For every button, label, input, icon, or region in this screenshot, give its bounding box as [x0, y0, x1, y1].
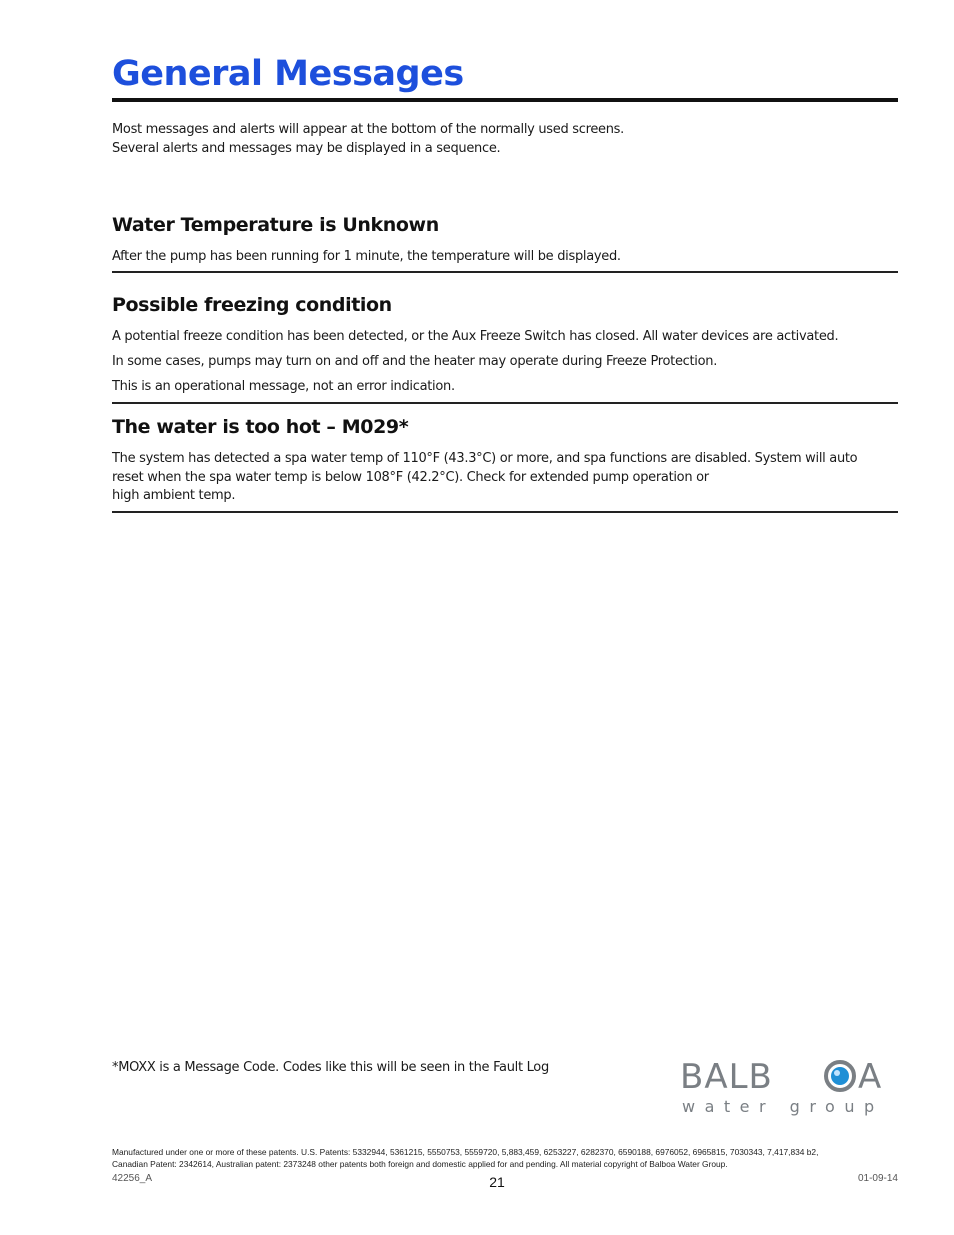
logo-brand-text: BALB [680, 1057, 773, 1097]
document-id: 42256_A [112, 1173, 153, 1184]
patent-notice [112, 1146, 892, 1170]
page-number: 21 [489, 1174, 505, 1190]
patent-line-1: Manufactured under one or more of these patents. U.S. Patents: 5332944, 5361215, 5550753, 5559720, 5,883,459, 6253227, 6282370, 6590188, 6976052, 6965815, 7030343, 7,417,834 b2, [112, 1147, 819, 1157]
section-heading-freezing-condition: Possible freezing condition [112, 294, 392, 316]
section-text: After the pump has been running for 1 minute, the temperature will be displayed. [112, 249, 621, 264]
section-text: In some cases, pumps may turn on and off and the heater may operate during Freeze Protection. [112, 354, 718, 369]
section-divider [112, 402, 898, 404]
logo-brand-text-end: A [858, 1057, 882, 1097]
logo-tagline: water group [682, 1097, 884, 1116]
section-text: A potential freeze condition has been detected, or the Aux Freeze Switch has closed. All water devices are activated. [112, 329, 839, 344]
section-heading-water-too-hot: The water is too hot – M029* [112, 416, 409, 438]
section-divider [112, 271, 898, 273]
message-code-footnote: *MOXX is a Message Code. Codes like this will be seen in the Fault Log [112, 1060, 549, 1075]
page-title: General Messages [112, 54, 464, 94]
intro-line-2: Several alerts and messages may be displayed in a sequence. [112, 141, 501, 156]
logo-water-drop-icon [826, 1062, 854, 1090]
section-text: high ambient temp. [112, 488, 236, 503]
balboa-logo [680, 1054, 900, 1118]
intro-line-1: Most messages and alerts will appear at the bottom of the normally used screens. [112, 122, 624, 137]
patent-line-2: Canadian Patent: 2342614, Australian patent: 2373248 other patents both foreign and domestic applied for and pending. All material copyright of Balboa Water Group. [112, 1159, 728, 1169]
section-heading-water-temp-unknown: Water Temperature is Unknown [112, 214, 439, 236]
section-divider [112, 511, 898, 513]
section-text: This is an operational message, not an error indication. [112, 379, 455, 394]
section-text: The system has detected a spa water temp of 110°F (43.3°C) or more, and spa functions are disabled. System will auto [112, 451, 858, 466]
section-text: reset when the spa water temp is below 108°F (42.2°C). Check for extended pump operation or [112, 470, 709, 485]
title-divider [112, 98, 898, 102]
document-date: 01-09-14 [857, 1173, 898, 1184]
